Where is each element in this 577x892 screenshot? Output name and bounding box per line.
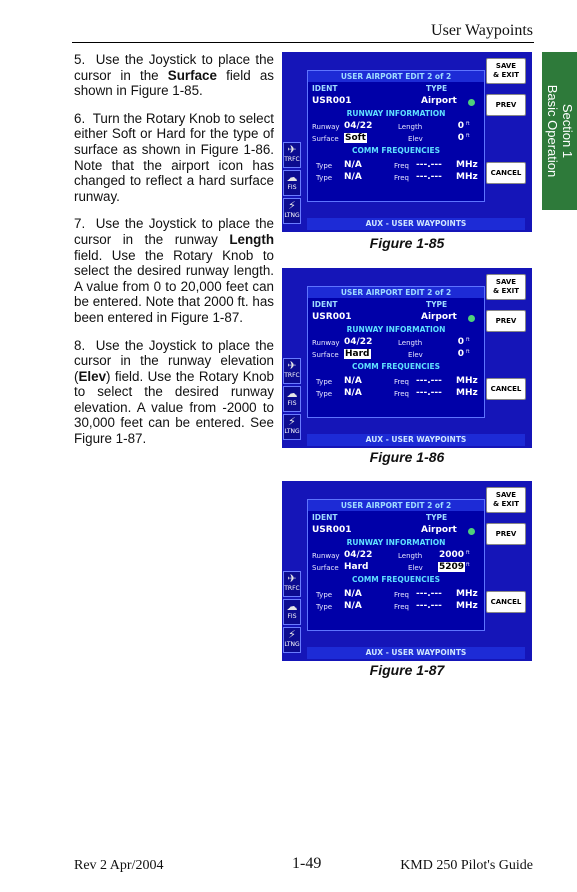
comm-type-label: Type — [316, 174, 333, 182]
type-value[interactable]: Airport — [421, 525, 457, 535]
step-text: Turn the Rotary Knob to select either Soft or Hard for the type of surface as shown in Figure 1-86. Note that the airport icon has changed to reflect a hard surface runway. — [74, 110, 274, 204]
comm-type-label: Type — [316, 390, 333, 398]
elev-unit: ft — [466, 133, 470, 139]
step-field-name: Elev — [78, 368, 107, 384]
traffic-icon[interactable]: ✈ TRFC — [283, 142, 301, 168]
freq-value[interactable]: ---.--- — [416, 376, 442, 386]
lightning-icon[interactable]: ⚡ LTNG — [283, 414, 301, 440]
freq-value[interactable]: ---.--- — [416, 388, 442, 398]
cancel-button[interactable]: CANCEL — [486, 162, 526, 184]
length-label: Length — [398, 552, 423, 560]
freq-label: Freq — [394, 390, 409, 398]
type-value[interactable]: Airport — [421, 96, 457, 106]
freq-value[interactable]: ---.--- — [416, 589, 442, 599]
freq-unit: MHz — [456, 589, 478, 599]
freq-label: Freq — [394, 591, 409, 599]
comm-type-label: Type — [316, 591, 333, 599]
comm-type-label: Type — [316, 378, 333, 386]
left-function-strip — [282, 268, 302, 448]
comm-type-value[interactable]: N/A — [344, 160, 362, 170]
type-label: TYPE — [426, 84, 448, 93]
step-6 — [74, 111, 274, 205]
save-exit-button[interactable]: SAVE & EXIT — [486, 274, 526, 300]
prev-button[interactable]: PREV — [486, 94, 526, 116]
type-label: TYPE — [426, 513, 448, 522]
ident-value[interactable]: USR001 — [312, 312, 352, 322]
ident-value[interactable]: USR001 — [312, 96, 352, 106]
comm-frequencies-heading: COMM FREQUENCIES — [351, 146, 441, 155]
comm-type-label: Type — [316, 162, 333, 170]
ident-label: IDENT — [312, 84, 338, 93]
freq-label: Freq — [394, 378, 409, 386]
comm-type-value[interactable]: N/A — [344, 376, 362, 386]
panel-title: USER AIRPORT EDIT 2 of 2 — [308, 500, 484, 511]
surface-label: Surface — [312, 564, 339, 572]
fis-icon[interactable]: ☁ FIS — [283, 599, 301, 625]
header-rule — [72, 42, 534, 43]
ident-label: IDENT — [312, 513, 338, 522]
step-8 — [74, 338, 274, 447]
elev-label: Elev — [408, 564, 423, 572]
runway-info-heading: RUNWAY INFORMATION — [346, 109, 446, 118]
figure-caption: Figure 1-86 — [369, 449, 445, 465]
comm-type-value[interactable]: N/A — [344, 388, 362, 398]
surface-value[interactable]: Soft — [345, 133, 366, 143]
elev-unit: ft — [466, 349, 470, 355]
figure-screen-1 — [282, 52, 532, 232]
type-label: TYPE — [426, 300, 448, 309]
step-field-name: Length — [229, 231, 274, 247]
comm-type-value[interactable]: N/A — [344, 601, 362, 611]
step-text: Use the Joystick to place the cursor in the runway elevation ( — [74, 337, 274, 384]
comm-frequencies-heading: COMM FREQUENCIES — [351, 575, 441, 584]
instructions-text — [74, 52, 274, 459]
runway-label: Runway — [312, 123, 340, 131]
freq-label: Freq — [394, 174, 409, 182]
aux-status-bar: AUX - USER WAYPOINTS — [307, 218, 525, 230]
freq-label: Freq — [394, 162, 409, 170]
page-header-title: User Waypoints — [431, 22, 533, 39]
step-field-name: Surface — [167, 67, 217, 83]
comm-type-value[interactable]: N/A — [344, 172, 362, 182]
side-tab-section: Section 1 — [559, 103, 575, 159]
step-text: Use the Joystick to place the cursor in the — [74, 52, 274, 83]
footer-guide-title: KMD 250 Pilot's Guide — [400, 858, 533, 873]
runway-value[interactable]: 04/22 — [344, 337, 373, 347]
length-label: Length — [398, 123, 423, 131]
runway-info-heading: RUNWAY INFORMATION — [346, 325, 446, 334]
aux-status-bar: AUX - USER WAYPOINTS — [307, 647, 525, 659]
ident-label: IDENT — [312, 300, 338, 309]
save-exit-button[interactable]: SAVE & EXIT — [486, 58, 526, 84]
freq-value[interactable]: ---.--- — [416, 160, 442, 170]
length-value[interactable]: 0 — [457, 337, 464, 347]
fis-icon[interactable]: ☁ FIS — [283, 170, 301, 196]
runway-value[interactable]: 04/22 — [344, 121, 373, 131]
traffic-icon[interactable]: ✈ TRFC — [283, 358, 301, 384]
runway-info-heading: RUNWAY INFORMATION — [346, 538, 446, 547]
step-number: 8. — [74, 337, 86, 353]
comm-type-label: Type — [316, 603, 333, 611]
save-exit-button[interactable]: SAVE & EXIT — [486, 487, 526, 513]
step-text: field. Use the Rotary Knob to select the desired runway length. A value from 0 to 20,000 feet can be entered. Note that 2000 ft. has been entered in Figure 1-87. — [74, 247, 274, 325]
step-number: 6. — [74, 110, 86, 126]
aux-status-bar: AUX - USER WAYPOINTS — [307, 434, 525, 446]
freq-unit: MHz — [456, 376, 478, 386]
cancel-button[interactable]: CANCEL — [486, 591, 526, 613]
length-label: Length — [398, 339, 423, 347]
airport-status-icon — [468, 99, 475, 106]
freq-value[interactable]: ---.--- — [416, 601, 442, 611]
figure-screen-2 — [282, 268, 532, 448]
type-value[interactable]: Airport — [421, 312, 457, 322]
freq-unit: MHz — [456, 172, 478, 182]
freq-unit: MHz — [456, 601, 478, 611]
section-side-tab — [542, 52, 577, 210]
panel-title: USER AIRPORT EDIT 2 of 2 — [308, 287, 484, 298]
figure-caption: Figure 1-85 — [369, 235, 445, 251]
step-text: ) field. Use the Rotary Knob to select the desired runway elevation. A value from -2000 to 30,000 feet can be entered. See Figure 1-87. — [74, 368, 274, 447]
step-text: Use the Joystick to place the cursor in the runway — [74, 216, 274, 247]
figure-screen-3 — [282, 481, 532, 661]
ident-value[interactable]: USR001 — [312, 525, 352, 535]
elev-label: Elev — [408, 351, 423, 359]
runway-value[interactable]: 04/22 — [344, 550, 373, 560]
runway-label: Runway — [312, 552, 340, 560]
length-unit: ft — [466, 121, 470, 127]
surface-label: Surface — [312, 351, 339, 359]
side-tab-title: Basic Operation — [544, 84, 560, 178]
freq-unit: MHz — [456, 388, 478, 398]
panel-title: USER AIRPORT EDIT 2 of 2 — [308, 71, 484, 82]
user-airport-edit-panel — [307, 286, 485, 418]
comm-type-value[interactable]: N/A — [344, 589, 362, 599]
step-number: 5. — [74, 52, 86, 67]
step-7 — [74, 216, 274, 325]
left-function-strip — [282, 481, 302, 661]
footer-revision: Rev 2 Apr/2004 — [74, 858, 164, 873]
runway-label: Runway — [312, 339, 340, 347]
length-unit: ft — [466, 550, 470, 556]
elev-unit: ft — [466, 562, 470, 568]
length-unit: ft — [466, 337, 470, 343]
elev-value[interactable]: 0 — [457, 133, 464, 143]
airport-status-icon — [468, 528, 475, 535]
surface-label: Surface — [312, 135, 339, 143]
footer-page-number: 1-49 — [292, 855, 322, 872]
elev-value[interactable]: 0 — [457, 349, 464, 359]
user-airport-edit-panel — [307, 70, 485, 202]
freq-unit: MHz — [456, 160, 478, 170]
figure-caption: Figure 1-87 — [369, 662, 445, 678]
prev-button[interactable]: PREV — [486, 310, 526, 332]
elev-label: Elev — [408, 135, 423, 143]
elev-value[interactable]: 5209 — [439, 562, 465, 572]
lightning-icon[interactable]: ⚡ LTNG — [283, 198, 301, 224]
freq-value[interactable]: ---.--- — [416, 172, 442, 182]
comm-frequencies-heading: COMM FREQUENCIES — [351, 362, 441, 371]
lightning-icon[interactable]: ⚡ LTNG — [283, 627, 301, 653]
airport-status-icon — [468, 315, 475, 322]
surface-value[interactable]: Hard — [345, 349, 370, 359]
freq-label: Freq — [394, 603, 409, 611]
length-value[interactable]: 2000 — [438, 550, 464, 560]
traffic-icon[interactable]: ✈ TRFC — [283, 571, 301, 597]
step-text: field as shown in Figure 1-85. — [74, 67, 274, 99]
step-5 — [74, 52, 274, 99]
left-function-strip — [282, 52, 302, 232]
prev-button[interactable]: PREV — [486, 523, 526, 545]
length-value[interactable]: 0 — [457, 121, 464, 131]
user-airport-edit-panel — [307, 499, 485, 631]
cancel-button[interactable]: CANCEL — [486, 378, 526, 400]
surface-value[interactable]: Hard — [344, 562, 369, 572]
step-number: 7. — [74, 216, 86, 232]
fis-icon[interactable]: ☁ FIS — [283, 386, 301, 412]
